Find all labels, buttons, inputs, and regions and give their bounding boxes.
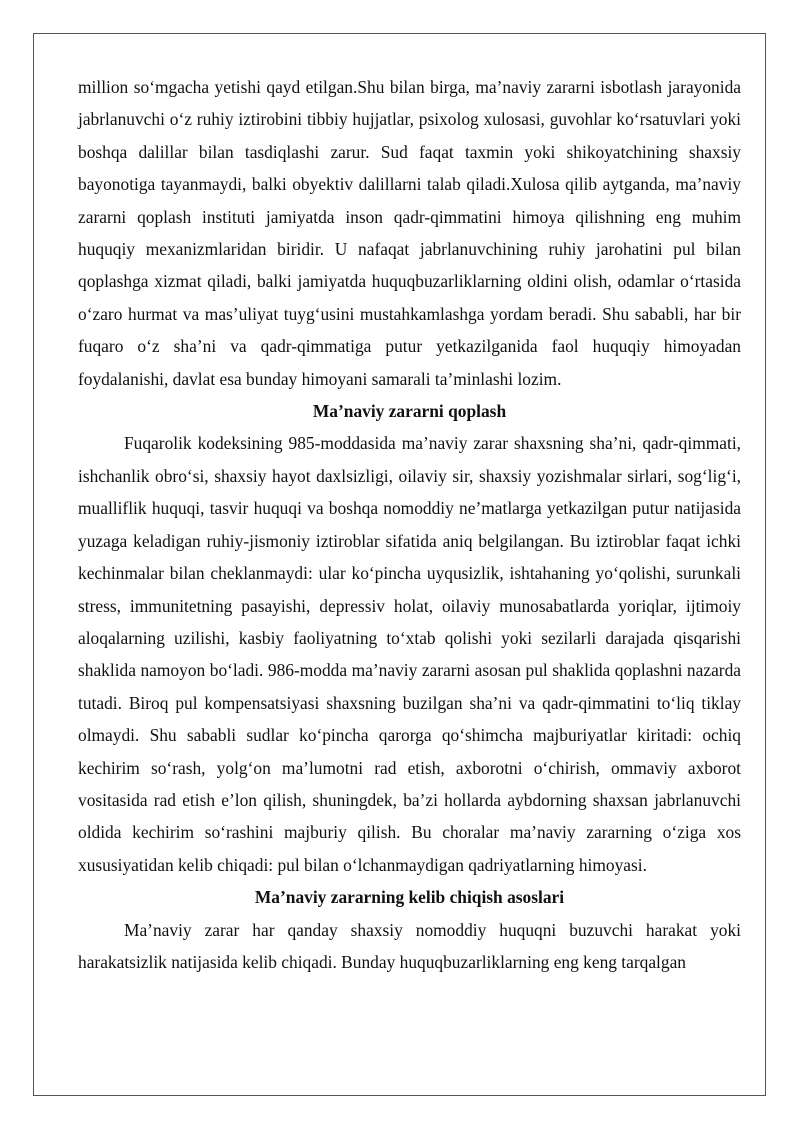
section-heading-compensation: Ma’naviy zararni qoplash (312, 401, 507, 422)
paragraph-grounds-intro: Ma’naviy zarar har qanday shaxsiy nomoddiy huquqni buzuvchi harakat yoki harakatsizlik natijasida kelib chiqadi. Bunday huquqbuzarliklarning eng keng tarqalgan (78, 919, 741, 972)
section-heading-grounds: Ma’naviy zararning kelib chiqish asoslari (254, 887, 565, 908)
paragraph-conclusion: million so‘mgacha yetishi qayd etilgan.Shu bilan birga, ma’naviy zararni isbotlash jarayonida jabrlanuvchi o‘z ruhiy iztirobini tibbiy hujjatlar, psixolog xulosasi, guvohlar ko‘rsatuvlari yoki boshqa dalillar bilan tasdiqlashi zarur. Sud faqat taxmin yoki shikoyatchining shaxsiy bayonotiga tayanmaydi, balki obyektiv dalillarni talab qiladi.Xulosa qilib aytganda, ma’naviy zararni qoplash instituti jamiyatda inson qadr-qimmatini himoya qilishning eng muhim huquqiy mexanizmlaridan biridir. U nafaqat jabrlanuvchining ruhiy jarohatini pul bilan qoplashga xizmat qiladi, balki jamiyatda huquqbuzarliklarning oldini olish, odamlar o‘rtasida o‘zaro hurmat va mas’uliyat tuyg‘usini mustahkamlashga yordam beradi. Shu sababli, har bir fuqaro o‘z sha’ni va qadr-qimmatiga putur yetkazilganida faol huquqiy himoyadan foydalanishi, davlat esa bunday himoyani samarali ta’minlashi lozim. (78, 77, 741, 389)
paragraph-civil-code-985: Fuqarolik kodeksining 985-moddasida ma’naviy zarar shaxsning sha’ni, qadr-qimmati, ishchanlik obro‘si, shaxsiy hayot daxlsizligi, oilaviy sir, shaxsiy yozishmalar sirlari, sog‘lig‘i, mualliflik huquqi, tasvir huquqi va boshqa nomoddiy ne’matlarga yetkazilgan putur natijasida yuzaga keladigan ruhiy-jismoniy iztiroblar sifatida aniq belgilangan. Bu iztiroblar faqat ichki kechinmalar bilan cheklanmaydi: ular ko‘pincha uyqusizlik, ishtahaning yo‘qolishi, surunkali stress, immunitetning pasayishi, depressiv holat, oilaviy munosabatlarda yoriqlar, ijtimoiy aloqalarning uzilishi, kasbiy faoliyatning to‘xtab qolishi yoki sezilarli darajada qisqarishi shaklida namoyon bo‘ladi. 986-modda ma’naviy zararni asosan pul shaklida qoplashni nazarda tutadi. Biroq pul kompensatsiyasi shaxsning buzilgan sha’ni va qadr-qimmatini to‘liq tiklay olmaydi. Shu sababli sudlar ko‘pincha qarorga qo‘shimcha majburiyatlar kiritadi: ochiq kechirim so‘rash, yolg‘on ma’lumotni rad etish, axborotni o‘chirish, ommaviy axborot vositasida rad etish e’lon qilish, shuningdek, ba’zi hollarda aybdorning shaxsan jabrlanuvchi oldida kechirim so‘rashini majburiy qilish. Bu choralar ma’naviy zararning o‘ziga xos xususiyatidan kelib chiqadi: pul bilan o‘lchanmaydigan qadriyatlarning himoyasi. (78, 433, 741, 875)
document-body (78, 71, 741, 978)
